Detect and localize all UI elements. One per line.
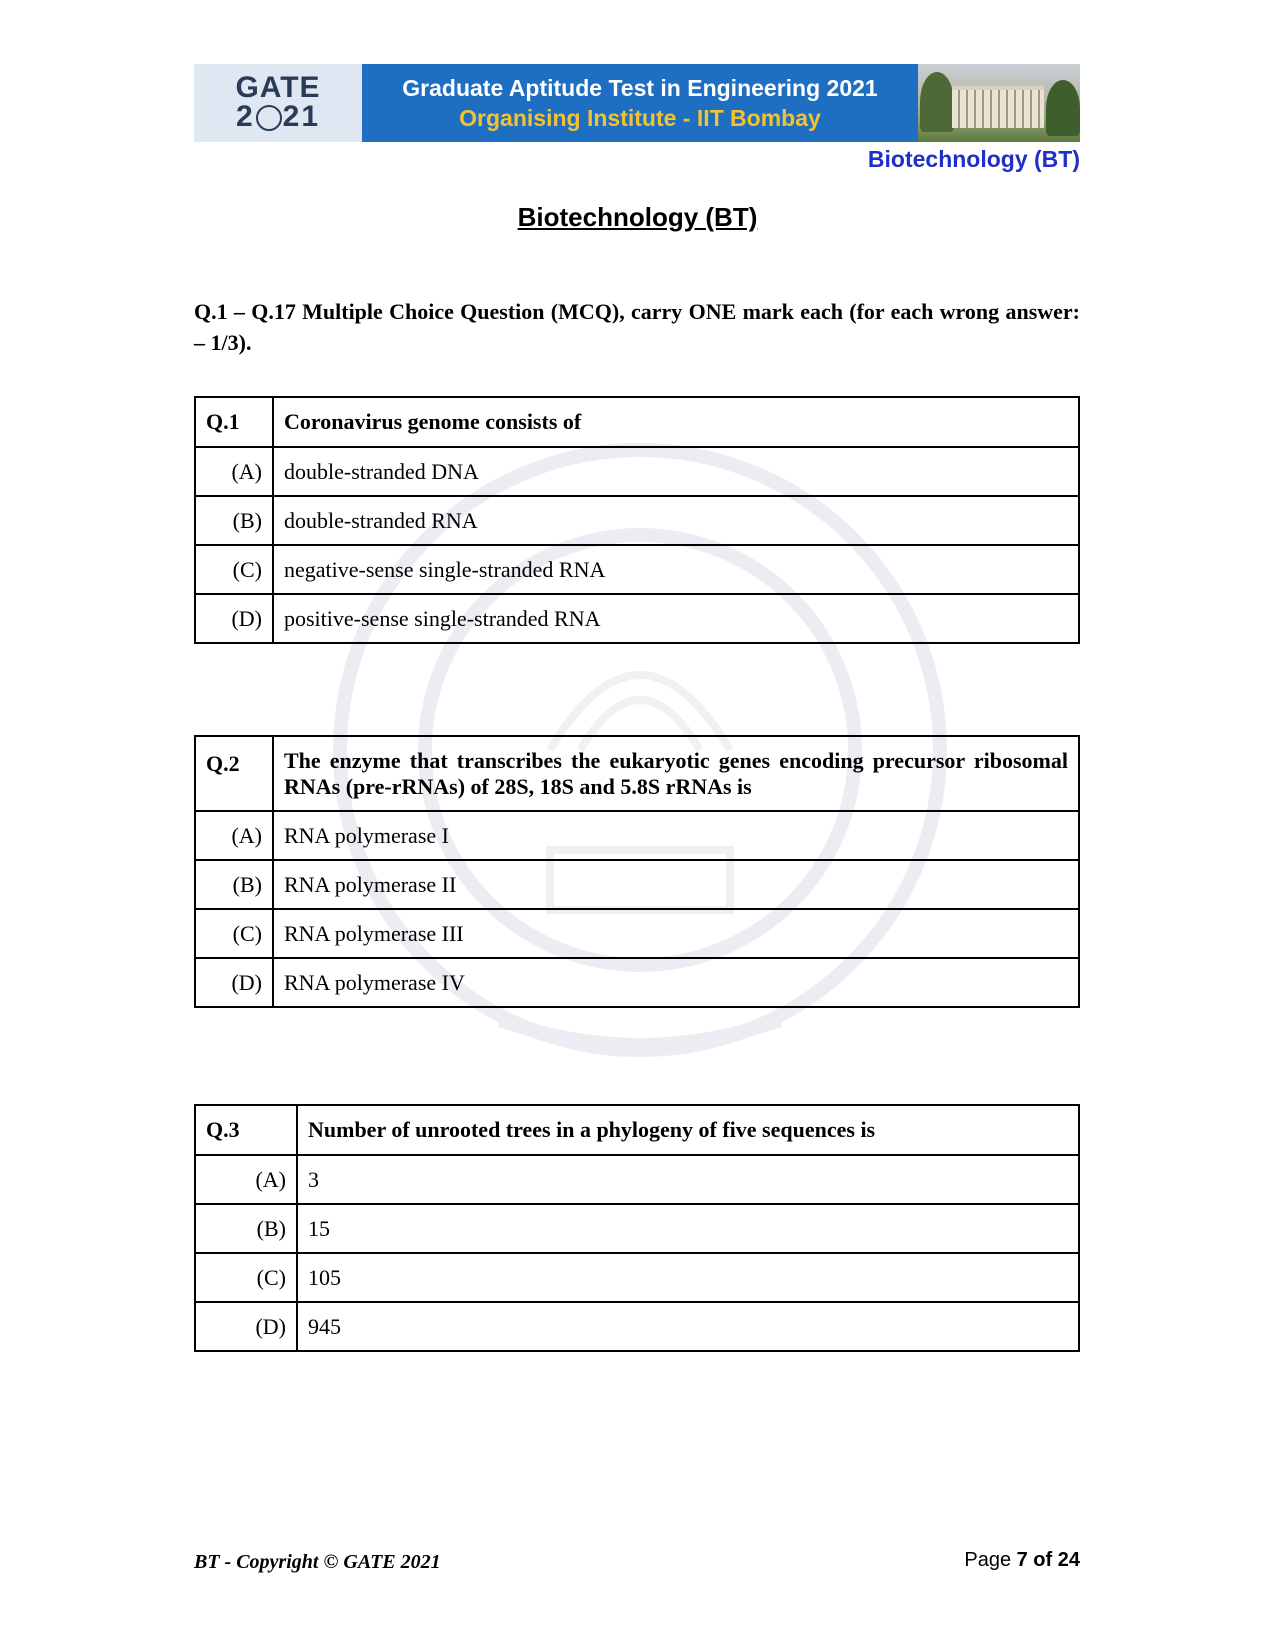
option-row <box>195 860 1079 909</box>
gate-logo <box>194 64 362 142</box>
building-graphic <box>952 86 1044 128</box>
option-text: 105 <box>297 1253 1079 1302</box>
seal-icon <box>256 105 282 131</box>
footer-page-number <box>964 1549 1080 1572</box>
question-number: Q.1 <box>195 397 273 447</box>
question-row <box>195 736 1079 811</box>
option-row <box>195 594 1079 643</box>
question-table-q2 <box>194 735 1080 1008</box>
question-stem: Number of unrooted trees in a phylogeny of five sequences is <box>297 1105 1079 1155</box>
option-label: (C) <box>195 1253 297 1302</box>
question-row <box>195 397 1079 447</box>
option-row <box>195 1302 1079 1351</box>
logo-year-b: 21 <box>282 100 321 133</box>
option-row <box>195 909 1079 958</box>
option-text: 3 <box>297 1155 1079 1204</box>
option-row <box>195 1204 1079 1253</box>
option-text: double-stranded DNA <box>273 447 1079 496</box>
page-current: 7 <box>1016 1549 1028 1571</box>
option-label: (C) <box>195 545 273 594</box>
option-label: (A) <box>195 447 273 496</box>
banner-title: Graduate Aptitude Test in Engineering 2021 <box>402 75 878 101</box>
option-text: 15 <box>297 1204 1079 1253</box>
page-of: of <box>1027 1549 1058 1571</box>
option-label: (C) <box>195 909 273 958</box>
question-stem: Coronavirus genome consists of <box>273 397 1079 447</box>
option-text: RNA polymerase IV <box>273 958 1079 1007</box>
option-text: RNA polymerase II <box>273 860 1079 909</box>
question-row <box>195 1105 1079 1155</box>
banner-text <box>362 64 918 142</box>
option-row <box>195 811 1079 860</box>
option-label: (B) <box>195 496 273 545</box>
option-label: (D) <box>195 594 273 643</box>
campus-photo <box>918 64 1080 142</box>
option-label: (B) <box>195 1204 297 1253</box>
tree-graphic <box>1046 80 1080 136</box>
logo-year-a: 2 <box>235 100 255 133</box>
question-table-q1 <box>194 396 1080 644</box>
option-label: (A) <box>195 1155 297 1204</box>
option-text: RNA polymerase I <box>273 811 1079 860</box>
header-banner <box>194 64 1080 142</box>
option-text: negative-sense single-stranded RNA <box>273 545 1079 594</box>
question-table-q3 <box>194 1104 1080 1352</box>
tree-graphic <box>920 72 954 132</box>
question-stem: The enzyme that transcribes the eukaryotic genes encoding precursor ribosomal RNAs (pre-rRNAs) of 28S, 18S and 5.8S rRNAs is <box>273 736 1079 811</box>
option-text: double-stranded RNA <box>273 496 1079 545</box>
option-row <box>195 545 1079 594</box>
option-row <box>195 496 1079 545</box>
option-text: 945 <box>297 1302 1079 1351</box>
logo-year <box>236 102 320 132</box>
option-label: (D) <box>195 958 273 1007</box>
footer-copyright: BT - Copyright © GATE 2021 <box>194 1551 441 1573</box>
option-row <box>195 958 1079 1007</box>
option-text: positive-sense single-stranded RNA <box>273 594 1079 643</box>
option-row <box>195 1155 1079 1204</box>
option-label: (B) <box>195 860 273 909</box>
page-prefix: Page <box>964 1549 1017 1571</box>
question-number: Q.2 <box>195 736 273 811</box>
option-label: (A) <box>195 811 273 860</box>
page-title: Biotechnology (BT) <box>517 202 758 232</box>
logo-title: GATE <box>235 71 321 104</box>
option-row <box>195 1253 1079 1302</box>
option-text: RNA polymerase III <box>273 909 1079 958</box>
question-number: Q.3 <box>195 1105 297 1155</box>
option-label: (D) <box>195 1302 297 1351</box>
page-total: 24 <box>1057 1549 1080 1571</box>
banner-subtitle: Organising Institute - IIT Bombay <box>459 105 821 131</box>
section-heading: Q.1 – Q.17 Multiple Choice Question (MCQ), carry ONE mark each (for each wrong answer: – 1/3). <box>194 299 1080 355</box>
option-row <box>195 447 1079 496</box>
subject-tag: Biotechnology (BT) <box>867 146 1080 172</box>
